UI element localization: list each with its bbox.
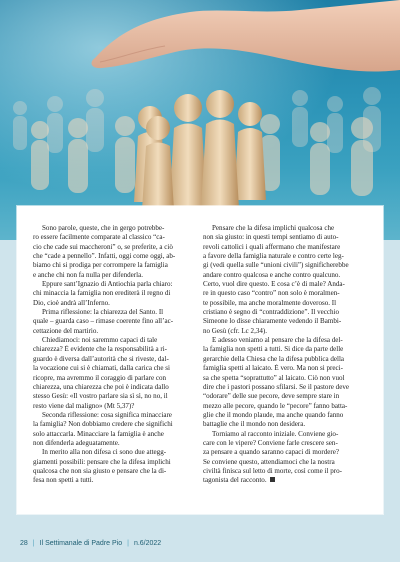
text-line: Simeone lo disse chiaramente vedendo il Bambi- bbox=[203, 317, 342, 326]
text-line: Seconda riflessione: cosa significa minacciare bbox=[42, 410, 172, 419]
text-line: dire che i pastori possano sfilarsi. Se il pastore deve bbox=[203, 382, 349, 391]
text-line: cristiano è segno di “contraddizione”. Il vecchio bbox=[203, 308, 339, 317]
text-line: qualcosa che non sia giusto e pensare che la di- bbox=[33, 466, 167, 475]
end-of-article-icon bbox=[270, 477, 275, 482]
text-line: che “cade a pennello”. Infatti, oggi come oggi, ab- bbox=[33, 252, 176, 261]
text-line: Certo, vuol dire questo. E cosa c’è di male? Anda- bbox=[203, 280, 345, 289]
text-line: la famiglia? Non dobbiamo credere che significhi bbox=[33, 420, 173, 429]
text-line: revoli cattolici i quali affermano che manifestare bbox=[203, 242, 341, 251]
text-line: resto viene dal maligno» (Mt 5,37)? bbox=[33, 401, 135, 410]
text-line: civiltà finisca sul letto di morte, così come il pro- bbox=[203, 466, 342, 475]
text-line: cettazione del martirio. bbox=[33, 326, 99, 335]
text-line: battaglie che il mondo non desidera. bbox=[203, 420, 306, 429]
text-line: “odorare” delle sue pecore, deve sempre stare in bbox=[203, 392, 340, 401]
right-column bbox=[203, 224, 366, 486]
text-line: ricopre, ma avremmo il coraggio di parlare con bbox=[33, 373, 167, 382]
text-line: non sia giusto: in questi tempi sentiamo di auto- bbox=[203, 233, 339, 242]
text-line: fesa non spetti a tutti. bbox=[33, 476, 94, 485]
text-line: gi (vedi quella sulle “unioni civili”) significherebbe bbox=[203, 261, 349, 270]
text-line: Sono parole, queste, che in gergo potrebbe- bbox=[42, 224, 165, 232]
magazine-name: Il Settimanale di Padre Pio bbox=[39, 539, 123, 547]
left-column bbox=[33, 224, 196, 486]
text-line: glie che il mondo plaude, ma anche quando fanno bbox=[203, 410, 344, 419]
text-line: za pensare a quando saranno capaci di mordere? bbox=[203, 448, 339, 457]
text-line: In merito alla non difesa ci sono due attegg- bbox=[42, 448, 167, 457]
text-line: chi minaccia la famiglia non erediterà il regno di bbox=[33, 289, 171, 298]
text-line: cio che cade sui maccheroni” o, se preferite, a ciò bbox=[33, 242, 173, 251]
wooden-figures-illustration bbox=[0, 0, 400, 240]
text-line: chiarezza, una chiarezza che poi è indicata dallo bbox=[33, 382, 169, 391]
text-line: Prima riflessione: la chiarezza del Santo. Il bbox=[42, 308, 164, 317]
text-line: ro essere facilmente comparate al classico “ca- bbox=[33, 233, 165, 242]
text-line: famiglia spetti al laicato. È vero. Ma non si preci- bbox=[203, 364, 343, 373]
text-line: Dio, cioè andrà all’Inferno. bbox=[33, 298, 110, 307]
page-number: 28 bbox=[20, 539, 28, 547]
issue-number: n.6/2022 bbox=[133, 539, 162, 547]
text-line: re in questo caso “contro” non solo è moralmen- bbox=[203, 289, 340, 298]
text-line: mezzo alle pecore, quando le “pecore” fanno batta- bbox=[203, 401, 348, 410]
footer-separator: | bbox=[32, 539, 35, 547]
text-line: E adesso veniamo al pensare che la difesa del- bbox=[212, 336, 343, 345]
text-line: Eppure sant’Ignazio di Antiochia parla chiaro: bbox=[42, 280, 173, 289]
text-line: te possibile, ma anche moralmente doveroso. Il bbox=[203, 298, 337, 307]
text-line: biamo chi si prodiga per corrompere la famiglia bbox=[33, 261, 168, 270]
text-line: Torniamo al racconto iniziale. Conviene gio- bbox=[212, 429, 339, 438]
text-line: tagonista del racconto. bbox=[203, 476, 366, 485]
text-line: e anche chi non fa nulla per difenderla. bbox=[33, 270, 143, 279]
article-panel bbox=[17, 206, 383, 514]
text-line: la vocazione cui si è chiamati, dalla carica che si bbox=[33, 364, 170, 373]
text-line: Chiediamoci: noi saremmo capaci di tale bbox=[42, 336, 158, 345]
text-line: sa che spetta “soprattutto” al laicato. Ciò non vuol bbox=[203, 373, 345, 382]
text-line: a favore della famiglia naturale e contro certe leg- bbox=[203, 252, 344, 261]
text-line: la famiglia non spetti a tutti. Si dice da parte delle bbox=[203, 345, 344, 354]
text-line: giamenti possibili: pensare che la difesa implichi bbox=[33, 457, 171, 466]
text-line: chiarezza? È evidente che la responsabilità a ri- bbox=[33, 345, 168, 354]
text-line: Se conviene questo, attendiamoci che la nostra bbox=[203, 457, 335, 466]
text-line: stesso Gesù: «Il vostro parlare sia sì sì, no no, il bbox=[33, 392, 168, 401]
text-line: non difenderla adeguatamente. bbox=[33, 438, 120, 447]
text-line: care con le vipere? Conviene farle crescere sen- bbox=[203, 438, 338, 447]
text-line: gerarchie della Chiesa che la difesa pubblica della bbox=[203, 354, 345, 363]
text-line: solo attaccarla. Minacciare la famiglia è anche bbox=[33, 429, 164, 438]
page-footer bbox=[20, 537, 161, 549]
footer-separator: | bbox=[127, 539, 129, 547]
header-photo bbox=[0, 0, 400, 240]
text-line: no Gesù (cfr. Lc 2,34). bbox=[203, 326, 267, 335]
text-line: quale – guarda caso – rimase coerente fino all’ac- bbox=[33, 317, 174, 326]
text-line: andare contro qualcosa e anche contro qualcuno. bbox=[203, 270, 341, 279]
text-line: guardo è diversa dall’autorità che si riveste, dal- bbox=[33, 354, 169, 363]
text-line: Pensare che la difesa implichi qualcosa che bbox=[212, 224, 335, 232]
